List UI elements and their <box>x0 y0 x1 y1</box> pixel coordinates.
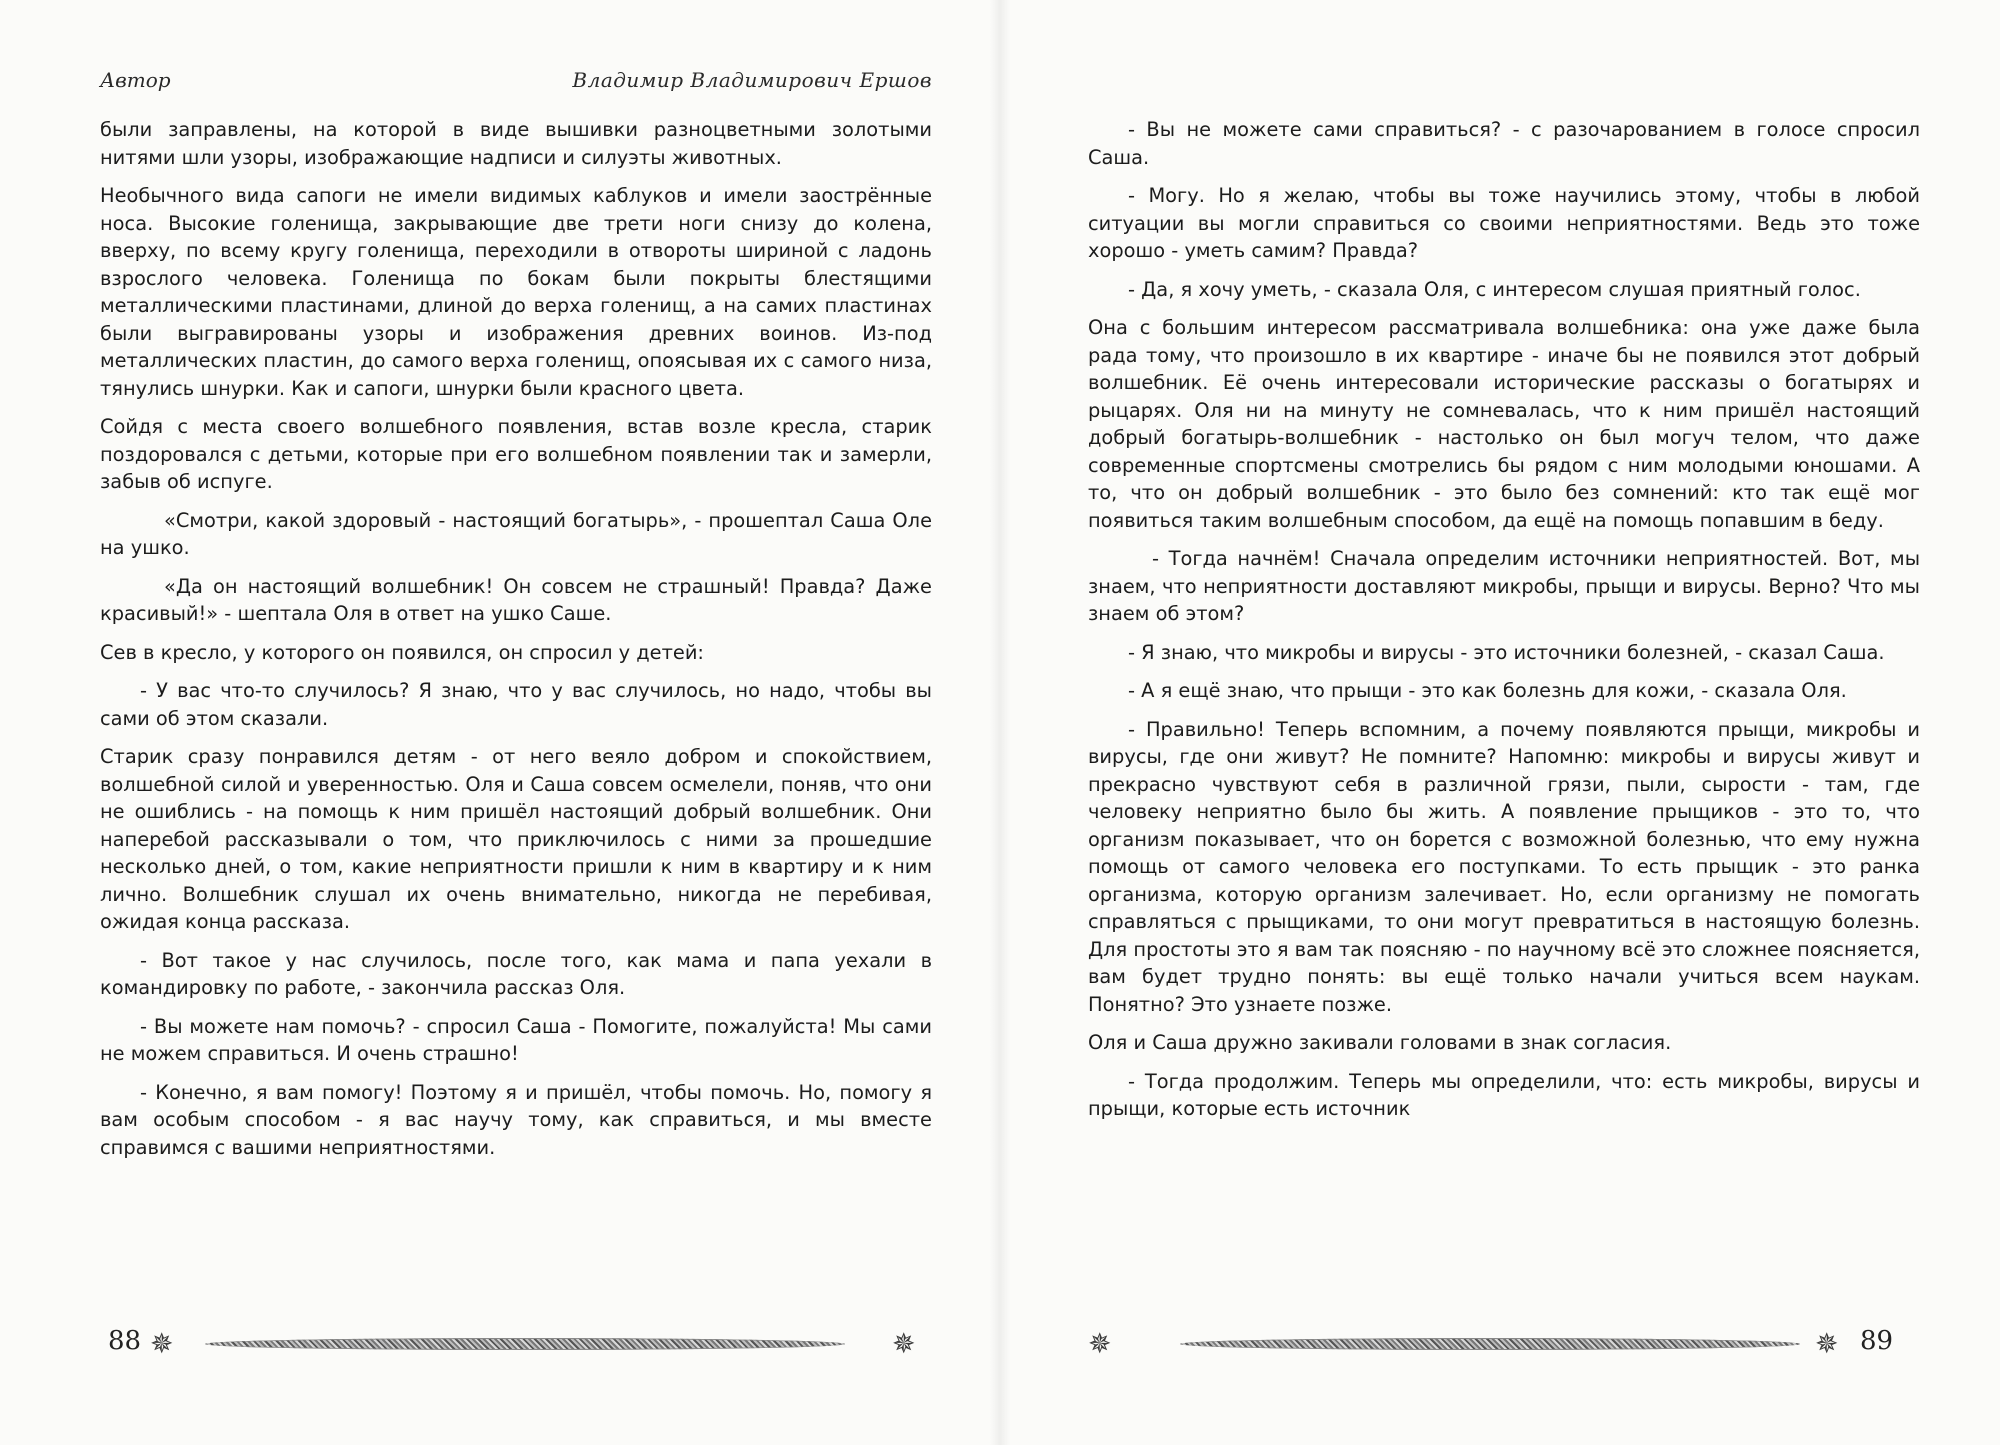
star-ornament-icon: ✵ <box>150 1327 174 1360</box>
paragraph: - Вы можете нам помочь? - спросил Саша - Помогите, пожалуйста! Мы сами не можем справиться. И очень страшно! <box>100 1014 932 1065</box>
paragraph: «Смотри, какой здоровый - настоящий богатырь», - прошептал Саша Оле на ушко. <box>100 508 932 559</box>
paragraph: - Вы не можете сами справиться? - с разочарованием в голосе спросил Саша. <box>1088 118 1920 169</box>
paragraph: - Да, я хочу уметь, - сказала Оля, с интересом слушая приятный голос. <box>1128 277 1861 301</box>
paragraph: - Тогда начнём! Сначала определим источники неприятностей. Вот, мы знаем, что неприятности доставляют микробы, прыщи и вирусы. Верно? Что мы знаем об этом? <box>1088 547 1920 625</box>
paragraph: - Тогда продолжим. Теперь мы определили, что: есть микробы, вирусы и прыщи, которые есть источник <box>1088 1069 1920 1120</box>
paragraph: Необычного вида сапоги не имели видимых каблуков и имели заострённые носа. Высокие голенища, закрывающие две трети ноги снизу до колена, вверху, по всему кругу голенища, переходили в отвороты шириной с ладонь взрослого человека. Голенища по бокам были покрыты блестящими металлическими пластинами, длиной до верха голенищ, а на самих пластинах были выгравированы узоры и изображения древних воинов. Из-под металлических пластин, до самого верха голенищ, опоясывая их с самого низа, тянулись шнурки. Как и сапоги, шнурки были красного цвета. <box>100 184 932 400</box>
star-ornament-icon: ✵ <box>892 1327 916 1360</box>
paragraph: - Могу. Но я желаю, чтобы вы тоже научились этому, чтобы в любой ситуации вы могли справиться со своими неприятностями. Ведь это тоже хорошо - уметь самим? Правда? <box>1088 184 1920 262</box>
right-page <box>1000 0 2000 1445</box>
paragraph: Сойдя с места своего волшебного появления, встав возле кресла, старик поздоровался с детьми, которые при его волшебном появлении так и замерли, забыв об испуге. <box>100 415 932 493</box>
paragraph: Старик сразу понравился детям - от него веяло добром и спокойствием, волшебной силой и уверенностью. Оля и Саша совсем осмелели, поняв, что они не ошиблись - на помощь к ним пришёл настоящий добрый волшебник. Они наперебой рассказывали о том, что приключилось с ними за прошедшие несколько дней, о том, какие неприятности пришли к ним в квартиру и к ним лично. Волшебник слушал их очень внимательно, никогда не перебивая, ожидая конца рассказа. <box>100 745 932 933</box>
right-page-text <box>1088 116 1920 1134</box>
paragraph: - Я знаю, что микробы и вирусы - это источники болезней, - сказал Саша. <box>1128 640 1885 664</box>
paragraph: - А я ещё знаю, что прыщи - это как болезнь для кожи, - сказала Оля. <box>1128 679 1847 702</box>
paragraph: были заправлены, на которой в виде вышивки разноцветными золотыми нитями шли узоры, изображающие надписи и силуэты животных. <box>100 118 932 169</box>
ornamental-rule <box>205 1338 845 1350</box>
paragraph: - Конечно, я вам помогу! Поэтому я и пришёл, чтобы помочь. Но, помогу я вам особым способом - я вас научу тому, как справиться, и мы вместе справимся с вашими неприятностями. <box>100 1080 932 1159</box>
paragraph: «Да он настоящий волшебник! Он совсем не страшный! Правда? Даже красивый!» - шептала Оля в ответ на ушко Саше. <box>100 574 932 625</box>
star-ornament-icon: ✵ <box>1815 1327 1839 1360</box>
page-footer-left <box>0 1322 1000 1370</box>
author-name: Владимир Владимирович Ершов <box>572 68 932 92</box>
paragraph: - Вот такое у нас случилось, после того, как мама и папа уехали в командировку по работе, - закончила рассказ Оля. <box>100 948 932 999</box>
page-number: 89 <box>1860 1326 1894 1356</box>
paragraph: Сев в кресло, у которого он появился, он спросил у детей: <box>100 640 704 664</box>
author-label: Автор <box>100 68 171 92</box>
left-page-text <box>100 116 932 1172</box>
page-number: 88 <box>108 1326 142 1356</box>
paragraph: Она с большим интересом рассматривала волшебника: она уже даже была рада тому, что произошло в их квартире - иначе бы не появился этот добрый волшебник. Её очень интересовали исторические рассказы о богатырях и рыцарях. Оля ни на минуту не сомневалась, что к ним пришёл настоящий добрый богатырь-волшебник - настолько он был могуч телом, что даже современные спортсмены смотрелись бы рядом с ним молодыми юношами. А то, что он добрый волшебник - это было без сомнений: кто так ещё мог появиться таким волшебным способом, да ещё на помощь попавшим в беду. <box>1088 316 1920 532</box>
star-ornament-icon: ✵ <box>1088 1327 1112 1360</box>
paragraph: - Правильно! Теперь вспомним, а почему появляются прыщи, микробы и вирусы, где они живут? Не помните? Напомню: микробы и вирусы живут и прекрасно чувствуют себя в различной грязи, пыли, сырости - там, где человеку неприятно было бы жить. А появление прыщиков - это то, что организм показывает, что он борется с возможной болезнью, что ему нужна помощь от самого человека его поступками. То есть прыщик - это ранка организма, которую организм залечивает. Но, если организму не помогать справляться с прыщиками, то они могут превратиться в настоящую болезнь. Для простоты это я вам так поясняю - по научному всё это сложнее поясняется, вам будет трудно понять: вы ещё только начали учиться всем наукам. Понятно? Это узнаете позже. <box>1088 717 1920 1016</box>
page-footer-right <box>1000 1322 2000 1370</box>
ornamental-rule <box>1180 1338 1800 1350</box>
paragraph: Оля и Саша дружно закивали головами в знак согласия. <box>1088 1031 1672 1054</box>
paragraph: - У вас что-то случилось? Я знаю, что у вас случилось, но надо, чтобы вы сами об этом сказали. <box>100 679 932 730</box>
